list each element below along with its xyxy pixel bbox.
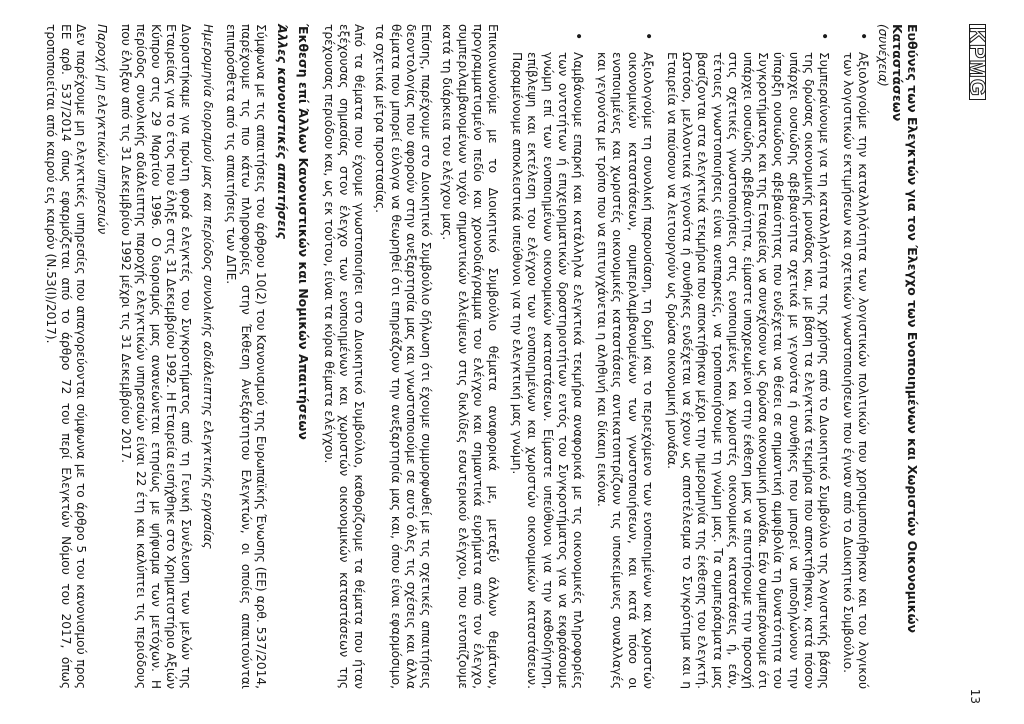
rotated-document-page: [12, 12, 1012, 712]
section-title-text: Ευθύνες των Ελεγκτών για τον Έλεγχο των Ενοποιημένων και Χωριστών Οικονομικών Καταστάσεων: [889, 24, 920, 634]
logo-text: KPMG: [969, 24, 986, 100]
list-item: • Λαμβάνουμε επαρκή και κατάλληλα ελεγκτικά τεκμήρια αναφορικά με τις οικονομικές πληροφορίες των οντοτήτων ή επιχειρηματικών δραστηριοτήτων εντός του Συγκροτήματος για να εκφράσουμε γνώμη επί των ενοποιημένων οικονομικών καταστάσεων. Είμαστε υπεύθυνοι για την καθοδήγηση, επίβλεψη και εκτέλεση του ελέγχου των ενοποιημένων και χωριστών οικονομικών καταστάσεων. Παραμένουμε αποκλειστικά υπεύθυνοι για την ελεγκτική μας γνώμη.: [509, 52, 585, 689]
nonaudit-heading: Παροχή μη ελεγκτικών υπηρεσιών: [95, 24, 110, 235]
paragraph: Σύμφωνα με τις απαιτήσεις του άρθρου 10(2) του Κανονισμού της Ευρωπαϊκής Ένωσης (ΕΕ) αρθ. 537/2014, παρέχουμε τις πιο κάτω πληροφορίες στην Έκθεση Ανεξάρτητου Ελεγκτών, οι οποίες απαιτούνται επιπρόσθετα από τις απαιτήσεις των ΔΠΕ.: [223, 24, 269, 689]
paragraph: Διοριστήκαμε για πρώτη φορά ελεγκτές του Συγκροτήματος από τη Γενική Συνέλευση των μελών της Εταιρείας για το έτος που έληξε στις 31 Δεκεμβρίου 1992. Η Εταιρεία εισήχθηκε στο Χρηματιστήριο Αξιών Κύπρου στις 29 Μαρτίου 1996. Ο διορισμός μας ανανεώνεται ετησίως με ψήφισμα των μετόχων. Η περίοδος συνολικής αδιάλειπτης παροχής ελεγκτικών υπηρεσιών είναι 22 έτη και καλύπτει τις περιόδους που έληξαν από τις 31 Δεκεμβρίου 1992 μέχρι τις 31 Δεκεμβρίου 2017.: [118, 24, 194, 689]
document-body: [43, 24, 920, 689]
section-title-other-requirements: Έκθεση επί Άλλων Κανονιστικών και Νομικών Απαιτήσεων: [295, 24, 311, 440]
kpmg-logo: [965, 24, 990, 101]
continued-label: (συνέχεια): [875, 24, 890, 87]
paragraph: Επικοινωνούμε με το Διοικητικό Συμβούλιο θέματα αναφορικά με, μεταξύ άλλων θεμάτων, προγραμματισμένο πεδίο και χρονοδιάγραμμα του ελέγχου και σημαντικά ευρήματα από τον έλεγχο, συμπεριλαμβανομένων τυχόν σημαντικών ελλείψεων στις δικλίδες εσωτερικού ελέγχου, που εντοπίζουμε κατά τη διάρκεια του ελέγχου μας.: [440, 24, 500, 689]
list-item: • Αξιολογούμε την καταλληλότητα των λογιστικών πολιτικών που χρησιμοποιήθηκαν και του λογικού των λογιστικών εκτιμήσεων και σχετικών γνωστοποιήσεων που έγιναν από το Διοικητικό Συμβούλιο.: [840, 52, 870, 689]
list-item: • Συμπεραίνουμε για τη καταλληλότητα της χρήσης από το Διοικητικό Συμβούλιο της λογιστικής βάσης της δρώσας οικονομικής μονάδας και, με βάση τα ελεγκτικά τεκμήρια που αποκτήθηκαν, κατά πόσον υπάρχει ουσιώδης αβεβαιότητα σχετικά με γεγονότα ή συνθήκες που μπορεί να υποδηλώνουν την ύπαρξη ουσιώδους αβεβαιότητας που ενδέχεται να θέσει σε σημαντική αμφιβολία τη δυνατότητα του Συγκροτήματος και της Εταιρείας να συνεχίσουν ως δρώσα οικονομική μονάδα. Εάν συμπεράνουμε ότι υπάρχει ουσιώδης αβεβαιότητα, είμαστε υποχρεωμένοι στην έκθεση μας να επιστήσουμε την προσοχή στις σχετικές γνωστοποιήσεις στις ενοποιημένες και χωριστές οικονομικές καταστάσεις ή, εάν, τέτοιες γνωστοποιήσεις είναι ανεπαρκείς, να τροποποιήσουμε τη γνώμη μας. Τα συμπεράσματα μας βασίζονται στα ελεγκτικά τεκμήρια που αποκτήθηκαν μέχρι την ημερομηνία της έκθεσης του ελεγκτή. Ωστόσο, μελλοντικά γεγονότα ή συνθήκες ενδέχεται να έχουν ως αποτέλεσμα το Συγκρότημα και η Εταιρεία να παύσουν να λειτουργούν ως δρώσα οικονομική μονάδα.: [664, 52, 831, 689]
appointment-heading: Ημερομηνία διορισμού μας και περίοδος συνολικής αδιάλειπτης ελεγκτικής εργασίας: [200, 24, 215, 550]
list-item: • Αξιολογούμε τη συνολική παρουσίαση, τη δομή και το περιεχόμενο των ενοποιημένων και χωριστών οικονομικών καταστάσεων, συμπεριλαμβανομένων των γνωστοποιήσεων, και κατά πόσο οι ενοποιημένες και χωριστές οικονομικές καταστάσεις αντικατοπτρίζουν τις υποκείμενες συναλλαγές και γεγονότα με τρόπο που να επιτυγχάνεται η αληθινή και δίκαιη εικόνα.: [594, 52, 655, 689]
section-title: [874, 24, 920, 689]
responsibilities-list: [509, 24, 870, 689]
paragraph: Επίσης, παρέχουμε στο Διοικητικό Συμβούλιο δήλωση ότι έχουμε συμμορφωθεί με τις σχετικές απαιτήσεις δεοντολογίας που αφορούν στην ανεξαρτησία μας και γνωστοποιούμε σε αυτό όλες τις σχέσεις και άλλα θέματα που μπορεί εύλογα να θεωρηθεί ότι επηρεάζουν την ανεξαρτησία μας και, όπου είναι εφαρμόσιμο, τα σχετικά μέτρα προστασίας.: [373, 24, 434, 689]
subsection-title: Άλλες κανονιστικές απαιτήσεις: [275, 24, 290, 239]
paragraph: Δεν παρέχουμε μη ελεγκτικές υπηρεσίες που απαγορεύονται σύμφωνα με το άρθρο 5 του κανονισμού προς ΕΕ αρθ. 537/2014 όπως εφαρμόζεται από το άρθρο 72 του περί Ελεγκτών Νόμου του 2017, όπως τροποποιείται από καιρού εις καιρόν (Ν.53(Ι)/2017).: [43, 24, 89, 689]
paragraph: Από τα θέματα που έχουμε γνωστοποιήσει στο Διοικητικό Συμβούλιο, καθορίζουμε τα θέματα που ήταν εξέχουσας σημασίας στον έλεγχο των ενοποιημένων και χωριστών οικονομικών καταστάσεων της τρέχουσας περιόδου και, ως εκ τούτου, είναι τα κύρια θέματα ελέγχου.: [321, 24, 367, 689]
page-number: 13: [968, 688, 982, 704]
